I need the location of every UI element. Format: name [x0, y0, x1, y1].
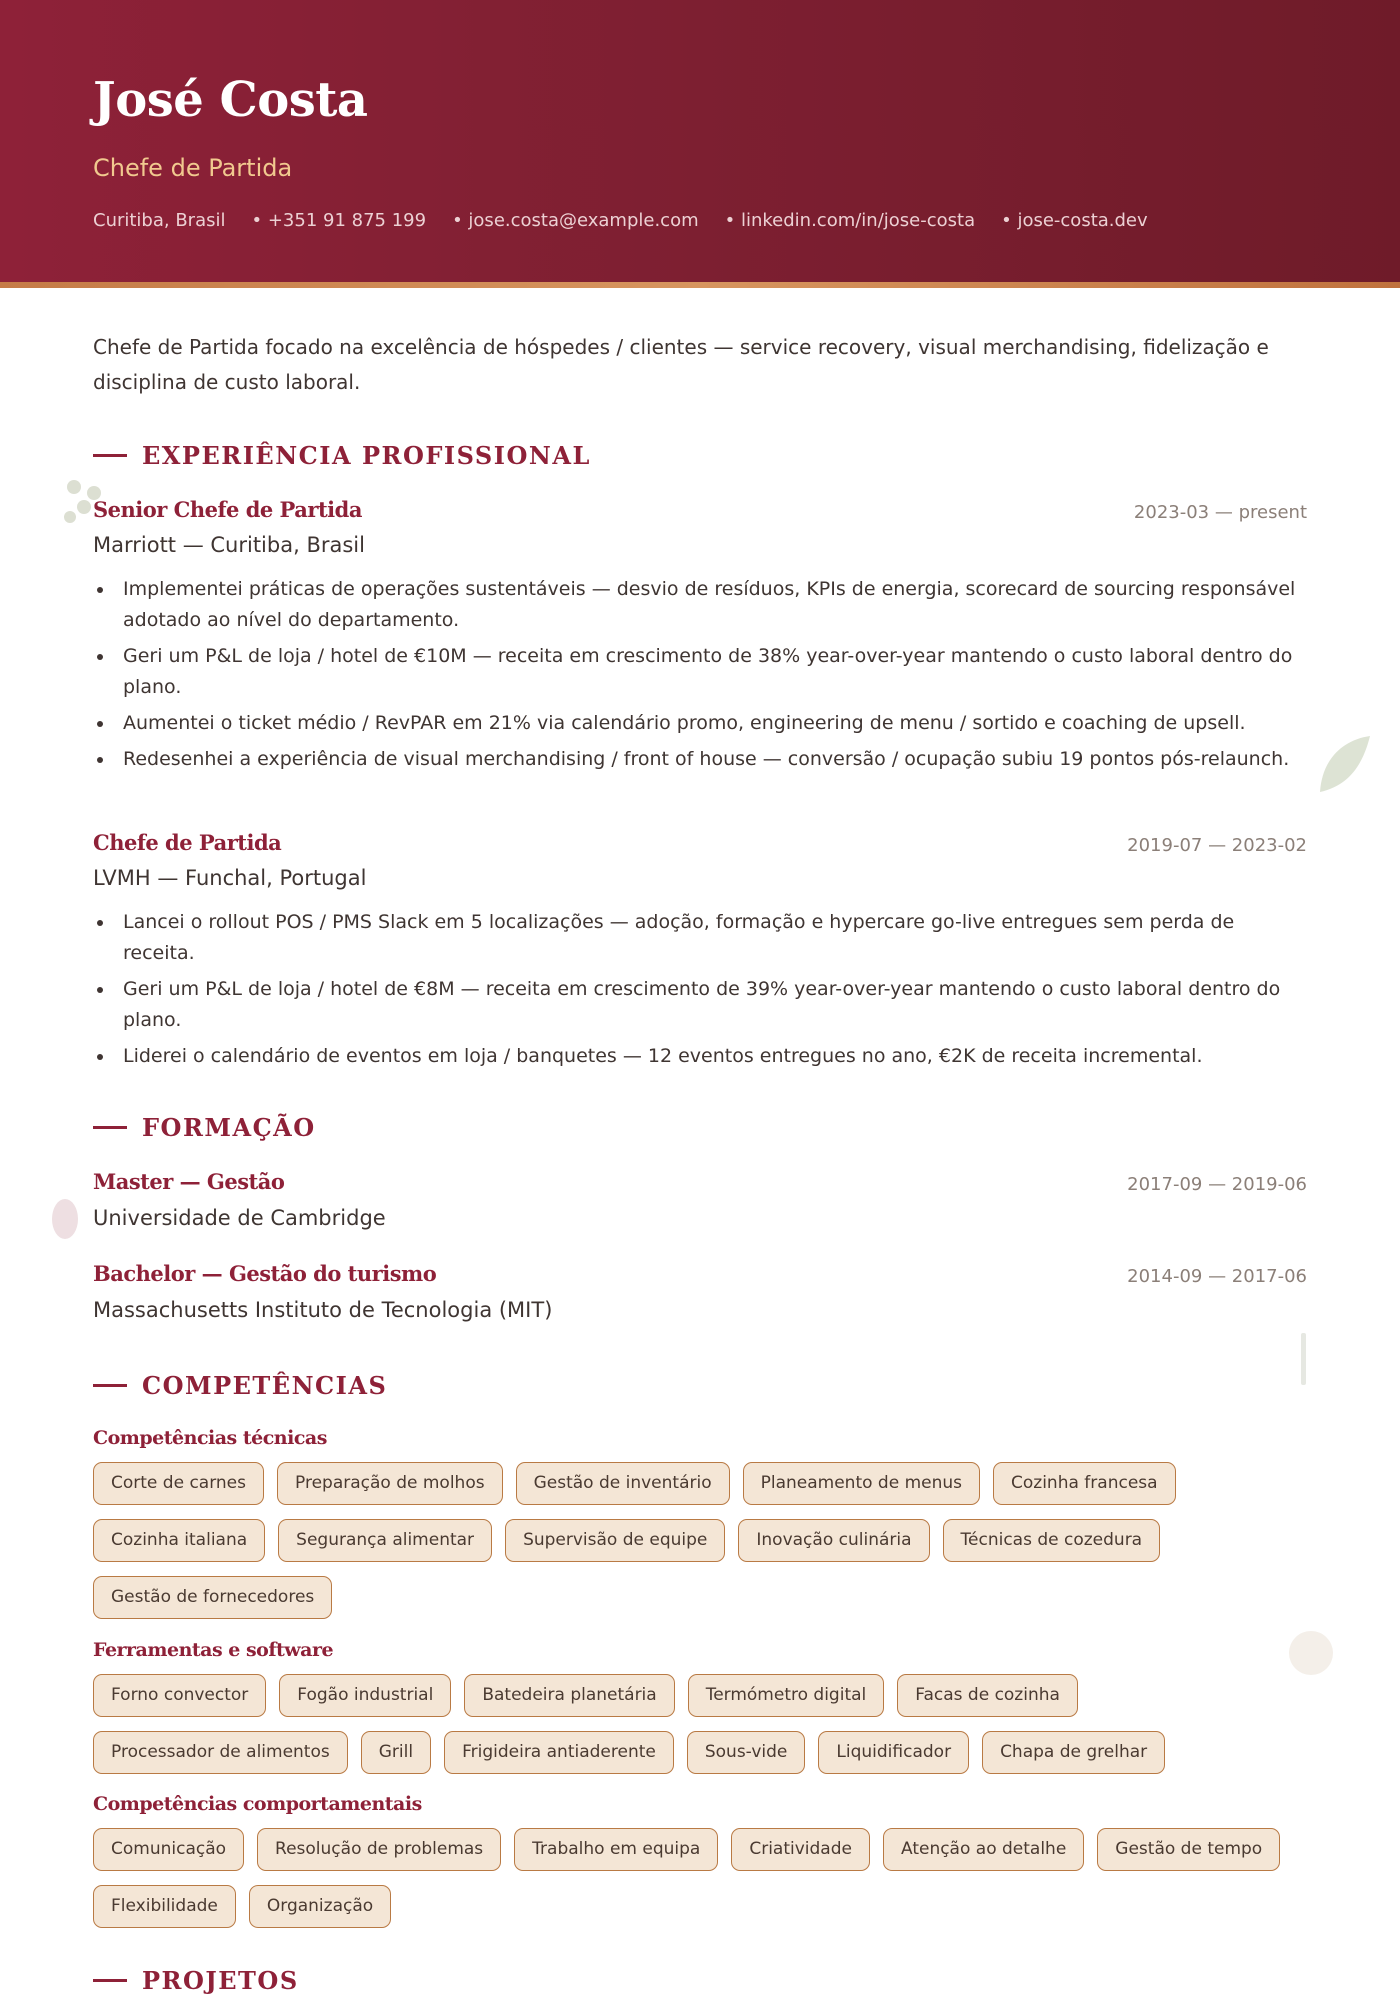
degree-dates: 2017-09 — 2019-06 — [1127, 1174, 1307, 1195]
degree-school: Universidade de Cambridge — [93, 1206, 386, 1230]
section-projects-label: PROJETOS — [142, 1966, 299, 1995]
list-item: Implementei práticas de operações sustentáveis — desvio de resíduos, KPIs de energia, scorecard de sourcing responsável adotado ao nível do departamento. — [93, 574, 1308, 636]
job-title: Chefe de Partida — [93, 830, 282, 855]
contact-email[interactable]: • jose.costa@example.com — [452, 210, 699, 231]
section-dash — [93, 454, 127, 457]
degree-dates: 2014-09 — 2017-06 — [1127, 1266, 1307, 1287]
job-org: Marriott — Curitiba, Brasil — [93, 533, 365, 557]
skill-tag: Fogão industrial — [279, 1674, 451, 1717]
skill-tag: Forno convector — [93, 1674, 266, 1717]
skill-tag: Batedeira planetária — [464, 1674, 674, 1717]
circle-decoration-icon — [1288, 1630, 1334, 1676]
section-education-label: FORMAÇÃO — [142, 1113, 316, 1142]
section-dash — [93, 1384, 127, 1387]
skill-tag: Gestão de tempo — [1097, 1828, 1280, 1871]
skill-tag: Processador de alimentos — [93, 1731, 348, 1774]
contact-phone: • +351 91 875 199 — [252, 210, 427, 231]
skill-tag: Chapa de grelhar — [982, 1731, 1165, 1774]
section-education-title — [93, 1113, 316, 1142]
skill-tag: Trabalho em equipa — [514, 1828, 718, 1871]
skill-tag: Segurança alimentar — [278, 1519, 492, 1562]
job-org: LVMH — Funchal, Portugal — [93, 866, 367, 890]
skill-tag: Resolução de problemas — [257, 1828, 501, 1871]
section-dash — [93, 1126, 127, 1129]
list-item: Lancei o rollout POS / PMS Slack em 5 localizações — adoção, formação e hypercare go-live entregues sem perda de receita. — [93, 907, 1308, 969]
skill-tags — [93, 1674, 1323, 1774]
leaf-decoration-icon — [1312, 730, 1372, 800]
contact-list — [93, 210, 1174, 231]
skill-tag: Gestão de inventário — [516, 1462, 730, 1505]
section-skills-label: COMPETÊNCIAS — [142, 1371, 388, 1400]
list-item: Geri um P&L de loja / hotel de €10M — receita em crescimento de 38% year-over-year mantendo o custo laboral dentro do plano. — [93, 641, 1308, 703]
skill-tag: Sous-vide — [687, 1731, 806, 1774]
section-dash — [93, 1979, 127, 1982]
skill-tag: Frigideira antiaderente — [444, 1731, 674, 1774]
job-bullets — [93, 574, 1308, 780]
skill-tag: Facas de cozinha — [897, 1674, 1078, 1717]
skill-tag: Atenção ao detalhe — [883, 1828, 1084, 1871]
candidate-role: Chefe de Partida — [93, 154, 293, 182]
skill-tag: Cozinha francesa — [993, 1462, 1176, 1505]
skill-tag: Termómetro digital — [688, 1674, 885, 1717]
skill-tag: Técnicas de cozedura — [943, 1519, 1161, 1562]
profile-summary: Chefe de Partida focado na excelência de hóspedes / clientes — service recovery, visual merchandising, fidelização e disciplina de custo laboral. — [93, 335, 1269, 394]
header-accent-bar — [0, 282, 1400, 288]
skill-tag: Comunicação — [93, 1828, 244, 1871]
line-decoration — [1301, 1333, 1306, 1385]
skill-tag: Supervisão de equipe — [505, 1519, 725, 1562]
skill-tag: Grill — [361, 1731, 431, 1774]
section-projects-title — [93, 1966, 299, 1995]
skill-group-title: Competências comportamentais — [93, 1793, 422, 1815]
candidate-name: José Costa — [93, 72, 368, 128]
section-experience-label: EXPERIÊNCIA PROFISSIONAL — [142, 441, 591, 470]
skill-tag: Cozinha italiana — [93, 1519, 265, 1562]
resume-header — [0, 0, 1400, 282]
skill-group-title: Competências técnicas — [93, 1427, 327, 1449]
skill-tag: Organização — [249, 1885, 391, 1928]
contact-website[interactable]: • jose-costa.dev — [1001, 210, 1148, 231]
skill-tag: Criatividade — [731, 1828, 870, 1871]
skill-tag: Liquidificador — [818, 1731, 969, 1774]
contact-location: Curitiba, Brasil — [93, 210, 226, 231]
degree-title: Bachelor — Gestão do turismo — [93, 1261, 437, 1286]
list-item: Aumentei o ticket médio / RevPAR em 21% via calendário promo, engineering de menu / sortido e coaching de upsell. — [93, 708, 1308, 739]
list-item: Redesenhei a experiência de visual merchandising / front of house — conversão / ocupação subiu 19 pontos pós-relaunch. — [93, 744, 1308, 775]
contact-linkedin[interactable]: • linkedin.com/in/jose-costa — [725, 210, 975, 231]
degree-school: Massachusetts Instituto de Tecnologia (MIT) — [93, 1298, 553, 1322]
skill-group-title: Ferramentas e software — [93, 1639, 334, 1661]
list-item: Liderei o calendário de eventos em loja / banquetes — 12 eventos entregues no ano, €2K de receita incremental. — [93, 1041, 1308, 1072]
skill-tag: Flexibilidade — [93, 1885, 236, 1928]
job-dates: 2023-03 — present — [1133, 502, 1307, 523]
list-item: Geri um P&L de loja / hotel de €8M — receita em crescimento de 39% year-over-year mantendo o custo laboral dentro do plano. — [93, 974, 1308, 1036]
job-title: Senior Chefe de Partida — [93, 497, 362, 522]
skill-tag: Inovação culinária — [738, 1519, 929, 1562]
section-experience-title — [93, 441, 591, 470]
section-skills-title — [93, 1371, 387, 1400]
skill-tag: Planeamento de menus — [743, 1462, 980, 1505]
petal-decoration-icon — [48, 1195, 82, 1243]
job-bullets — [93, 907, 1308, 1077]
degree-title: Master — Gestão — [93, 1169, 285, 1194]
skill-tag: Gestão de fornecedores — [93, 1576, 332, 1619]
skill-tag: Corte de carnes — [93, 1462, 264, 1505]
job-dates: 2019-07 — 2023-02 — [1127, 835, 1307, 856]
skill-tags — [93, 1462, 1323, 1619]
skill-tags — [93, 1828, 1323, 1928]
skill-tag: Preparação de molhos — [277, 1462, 503, 1505]
